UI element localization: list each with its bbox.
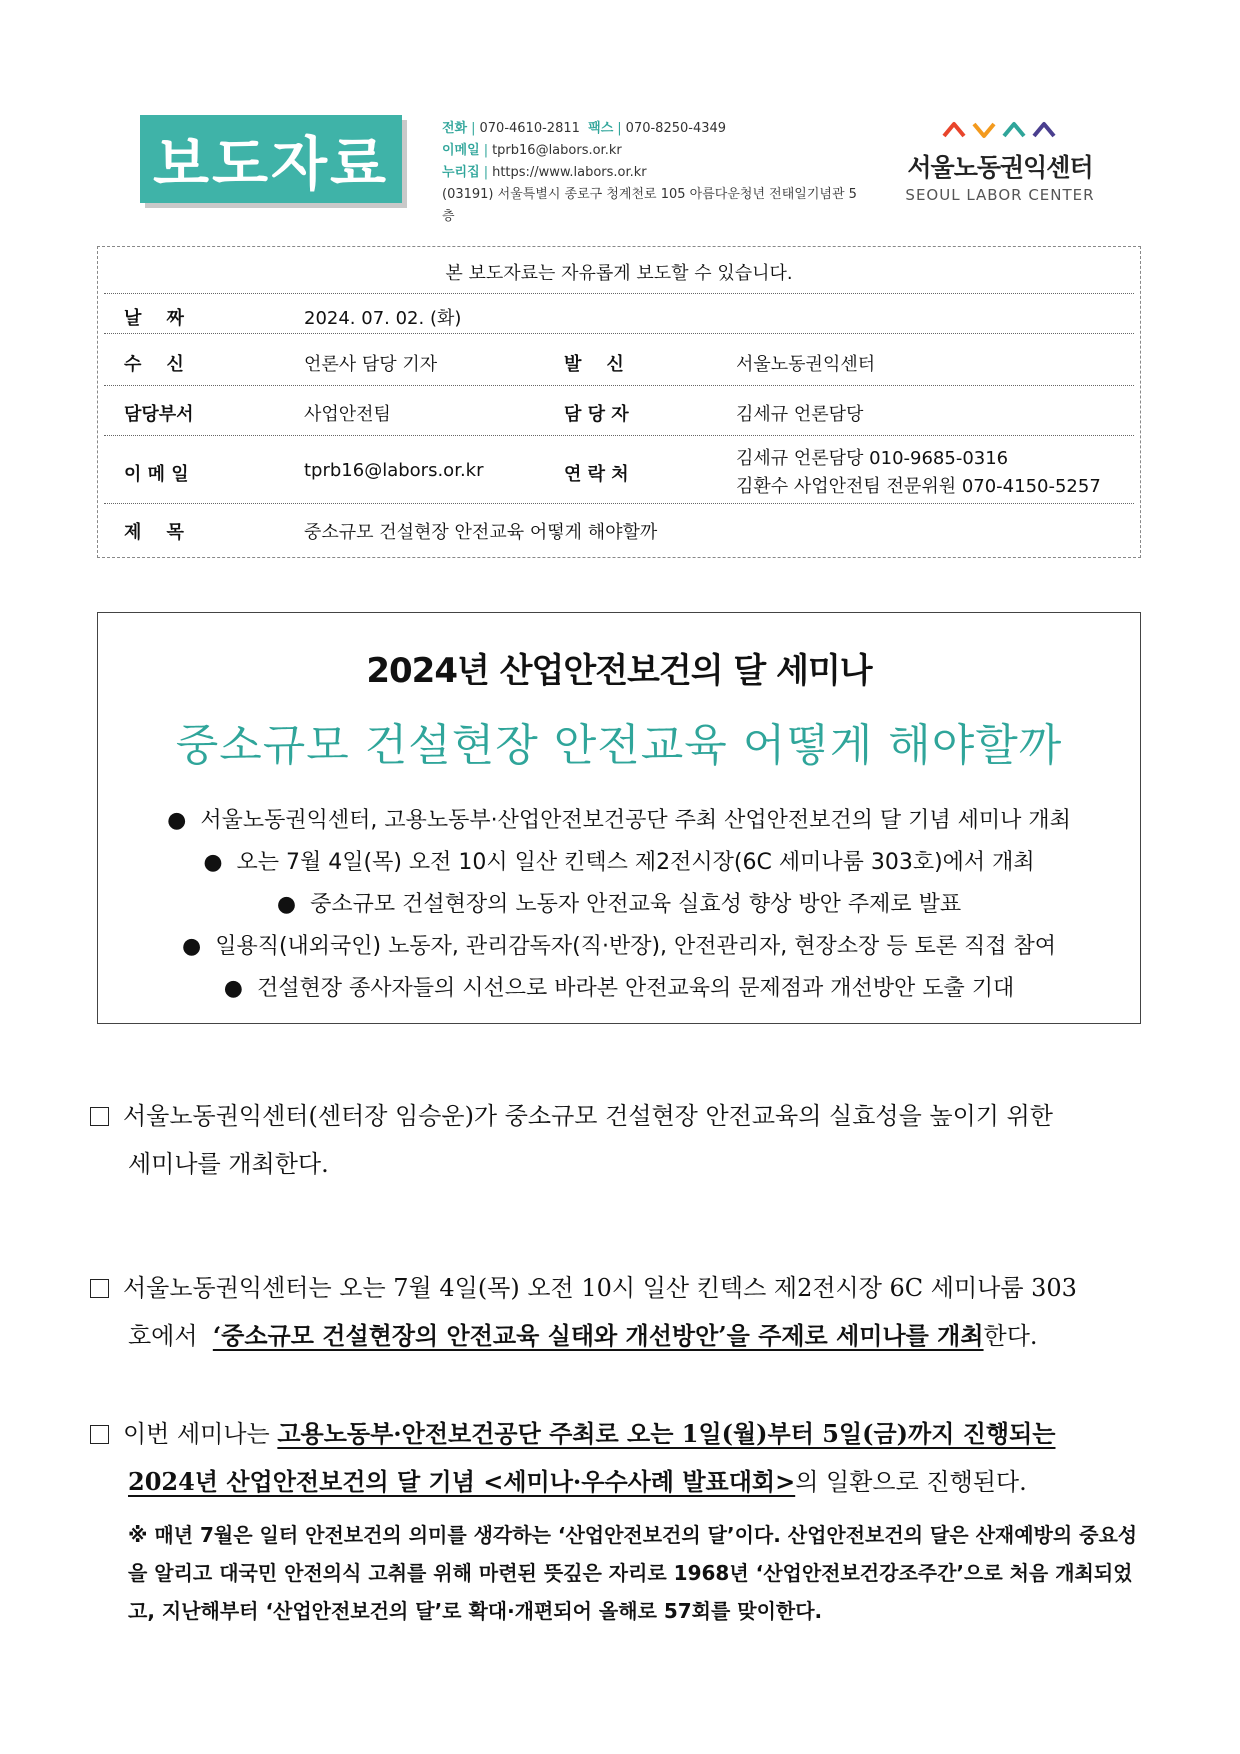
- dept-label: 담당부서: [124, 404, 194, 425]
- recipient-row: [104, 333, 1134, 386]
- subject-value: 중소규모 건설현장 안전교육 어떻게 해야할까: [304, 522, 658, 543]
- recipient-label: 수 신: [124, 354, 184, 375]
- recipient-value: 언론사 담당 기자: [304, 354, 438, 375]
- phone-label: 전화: [442, 121, 468, 136]
- date-value: 2024. 07. 02. (화): [304, 308, 462, 329]
- contact-block: [442, 118, 862, 228]
- paragraph-2: 서울노동권익센터는 오는 7월 4일(목) 오전 10시 일산 킨텍스 제2전시장 6C 세미나룸 303 호에서 ‘중소규모 건설현장의 안전교육 실태와 개선방안’을 주제로 세미나를 개최한다.: [90, 1264, 1150, 1360]
- summary-bullet-3: ● 중소규모 건설현장의 노동자 안전교육 실효성 향상 방안 주제로 발표: [276, 892, 962, 917]
- host-event-info: 고용노동부·안전보건공단 주최로 오는 1일(월)부터 5일(금)까지 진행되는: [277, 1419, 1056, 1448]
- footnote: ※ 매년 7월은 일터 안전보건의 의미를 생각하는 ‘산업안전보건의 달’이다. 산업안전보건의 달은 산재예방의 중요성을 알리고 대국민 안전의식 고취를 위해 마련된 뜻깊은 자리로 1968년 ‘산업안전보건강조주간’으로 처음 개최되었고, 지난해부터 ‘산업안전보건의 달’로 확대·개편되어 올해로 57회를 맞이한다.: [128, 1523, 1138, 1623]
- address: (03191) 서울특별시 종로구 청계천로 105 아름다운청년 전태일기념관 5층: [442, 187, 857, 224]
- fax-label: 팩스: [588, 121, 614, 136]
- paragraph-3: 이번 세미나는 고용노동부·안전보건공단 주최로 오는 1일(월)부터 5일(금)까지 진행되는 2024년 산업안전보건의 달 기념 <세미나·우수사례 발표대회>의 일환으로 진행된다.: [90, 1410, 1150, 1506]
- summary-bullet-4: ● 일용직(내외국인) 노동자, 관리감독자(직·반장), 안전관리자, 현장소장 등 토론 직접 참여: [181, 934, 1057, 959]
- dept-row: [104, 385, 1134, 436]
- subject-label: 제 목: [124, 522, 184, 543]
- summary-bullet-1: ● 서울노동권익센터, 고용노동부·산업안전보건공단 주최 산업안전보건의 달 기념 세미나 개최: [167, 808, 1071, 833]
- email-row-value[interactable]: tprb16@labors.or.kr: [304, 460, 484, 481]
- date-label: 날 짜: [124, 308, 184, 329]
- press-release-badge: 보도자료: [140, 115, 402, 203]
- sender-value: 서울노동권익센터: [736, 354, 876, 375]
- logo-name-ko: 서울노동권익센터: [907, 153, 1093, 182]
- paragraph-1: 서울노동권익센터(센터장 임승운)가 중소규모 건설현장 안전교육의 실효성을 높이기 위한 세미나를 개최한다.: [90, 1092, 1150, 1188]
- checkbox-icon: [90, 1425, 109, 1444]
- phone-line: 전화 | 070-4610-2811 팩스 | 070-8250-4349: [442, 121, 727, 136]
- summary-title: 2024년 산업안전보건의 달 세미나: [366, 651, 872, 691]
- dept-value: 사업안전팀: [304, 404, 391, 425]
- web-link[interactable]: https://www.labors.or.kr: [492, 165, 647, 180]
- summary-bullet-2: ● 오는 7월 4일(목) 오전 10시 일산 킨텍스 제2전시장(6C 세미나룸 303호)에서 개최: [203, 850, 1035, 875]
- seminar-topic: ‘중소규모 건설현장의 안전교육 실태와 개선방안’을 주제로 세미나를 개최: [212, 1321, 984, 1350]
- email-label: 이메일: [442, 143, 480, 158]
- summary-subtitle: 중소규모 건설현장 안전교육 어떻게 해야할까: [175, 720, 1063, 771]
- summary-bullet-5: ● 건설현장 종사자들의 시선으로 바라본 안전교육의 문제점과 개선방안 도출 기대: [223, 976, 1015, 1001]
- phone-number[interactable]: 070-4610-2811: [479, 121, 580, 136]
- email-line: 이메일 | tprb16@labors.or.kr: [442, 143, 622, 158]
- web-label: 누리집: [442, 165, 480, 180]
- subject-row: [104, 503, 1134, 554]
- date-row: [104, 293, 1134, 334]
- logo: [890, 118, 1110, 204]
- info-table: [97, 246, 1141, 558]
- logo-name-en: SEOUL LABOR CENTER: [905, 186, 1095, 204]
- sender-label: 발 신: [564, 354, 624, 375]
- event-name: 2024년 산업안전보건의 달 기념 <세미나·우수사례 발표대회>: [128, 1467, 796, 1496]
- email-link[interactable]: tprb16@labors.or.kr: [492, 143, 622, 158]
- checkbox-icon: [90, 1107, 109, 1126]
- summary-box: [97, 612, 1141, 1024]
- contact-value-2: 김환수 사업안전팀 전문위원 070-4150-5257: [736, 476, 1101, 497]
- checkbox-icon: [90, 1279, 109, 1298]
- free-to-report-notice: 본 보도자료는 자유롭게 보도할 수 있습니다.: [445, 263, 793, 284]
- contact-label: 연 락 처: [564, 464, 629, 485]
- fax-number: 070-8250-4349: [625, 121, 727, 136]
- logo-mark-icon: [940, 118, 1060, 140]
- email-row: [104, 435, 1134, 504]
- contact-value-1: 김세규 언론담당 010-9685-0316: [736, 448, 1009, 469]
- web-line: 누리집 | https://www.labors.or.kr: [442, 165, 647, 180]
- email-row-label: 이 메 일: [124, 464, 189, 485]
- person-value: 김세규 언론담당: [736, 404, 864, 425]
- person-label: 담 당 자: [564, 404, 629, 425]
